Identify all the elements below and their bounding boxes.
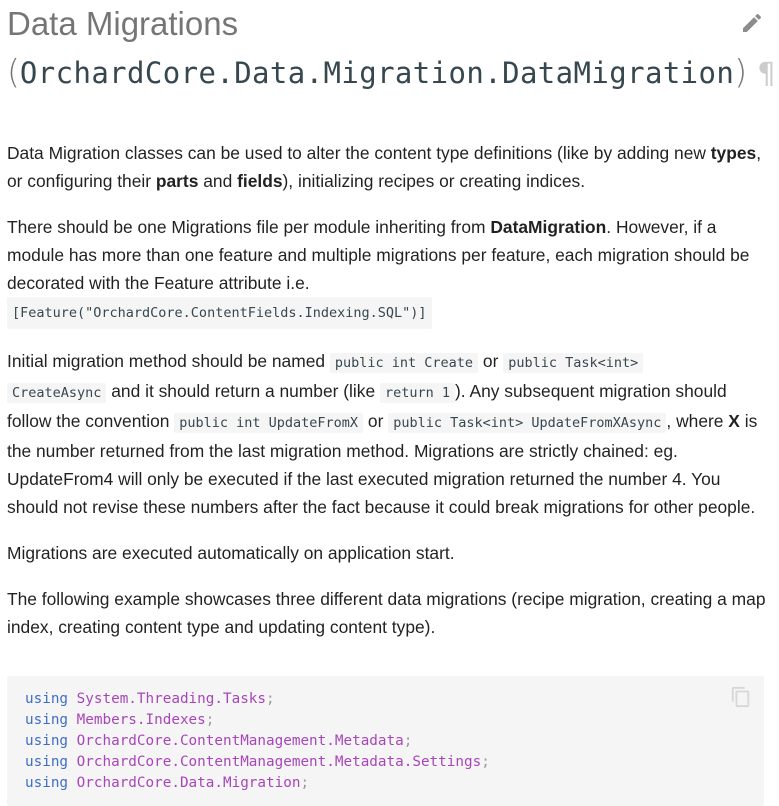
code-line <box>25 691 275 707</box>
code-namespace: OrchardCore.Data.Migration <box>76 775 301 791</box>
title-paren-close: ) <box>734 52 748 91</box>
text: , where <box>666 411 729 431</box>
code-keyword: using <box>25 775 69 791</box>
bold-text: fields <box>237 171 283 191</box>
text: , or configuring their <box>7 143 762 191</box>
page-title <box>7 0 776 96</box>
text: Initial migration method should be named <box>7 351 330 371</box>
page-title-subtitle <box>7 48 776 96</box>
title-code: OrchardCore.Data.Migration.DataMigration <box>19 56 735 90</box>
inline-code: CreateAsync <box>7 383 106 403</box>
code-line <box>25 733 412 749</box>
text: or <box>478 351 504 371</box>
title-paren-open: ( <box>7 52 20 91</box>
edit-icon[interactable] <box>740 11 764 35</box>
copy-icon[interactable] <box>730 686 752 708</box>
page-title-text: Data Migrations <box>7 5 239 42</box>
code-line <box>25 775 309 791</box>
code-keyword: using <box>25 712 69 728</box>
code-punct: ; <box>205 712 215 728</box>
text: and <box>198 171 238 191</box>
code-punct: ; <box>403 733 413 749</box>
code-namespace: Members.Indexes <box>76 712 206 728</box>
code-line <box>25 712 214 728</box>
paragraph-intro <box>7 139 767 195</box>
text: or <box>363 411 389 431</box>
text: . However, if a module has more than one feature and multiple migrations per feature, each migration should be decorated with the Feature attribute i.e. <box>7 217 750 293</box>
code-namespace: OrchardCore.ContentManagement.Metadata <box>76 733 404 749</box>
bold-text: parts <box>155 171 199 191</box>
paragraph-example-intro: The following example showcases three different data migrations (recipe migration, creating a map index, creating content type and updating content type). <box>7 589 766 637</box>
text: is the number returned from the last migration method. Migrations are strictly chained: eg. UpdateFrom4 will only be executed if the last executed migration returned the number 4. You should not revise these numbers after the fact because it could break migrations for other people. <box>7 411 758 517</box>
bold-text: X <box>728 411 740 431</box>
inline-code: public Task<int> <box>503 353 643 373</box>
inline-code: return 1 <box>380 383 455 403</box>
inline-code: public Task<int> UpdateFromXAsync <box>388 413 666 433</box>
code-namespace: OrchardCore.ContentManagement.Metadata.Settings <box>76 754 482 770</box>
article-content <box>7 0 776 641</box>
code-keyword: using <box>25 691 69 707</box>
text: Data Migration classes can be used to alter the content type definitions (like by adding new <box>7 143 711 163</box>
code-namespace: System.Threading.Tasks <box>76 691 267 707</box>
code-keyword: using <box>25 754 69 770</box>
code-keyword: using <box>25 733 69 749</box>
pilcrow-icon[interactable]: ¶ <box>757 56 776 90</box>
paragraph-migrations-file <box>7 213 767 329</box>
paragraph-migration-methods <box>7 347 767 521</box>
code-block <box>7 676 764 806</box>
bold-text: DataMigration <box>490 217 607 237</box>
code-punct: ; <box>300 775 310 791</box>
text: There should be one Migrations file per module inheriting from <box>7 217 491 237</box>
bold-text: types <box>710 143 757 163</box>
paragraph-auto-execute: Migrations are executed automatically on application start. <box>7 543 455 563</box>
code-punct: ; <box>266 691 275 707</box>
code-punct: ; <box>481 754 490 770</box>
inline-code: public int UpdateFromX <box>174 413 363 433</box>
code-content <box>7 676 764 794</box>
inline-code: public int Create <box>330 353 478 373</box>
code-line <box>25 754 490 770</box>
text: and it should return a number (like <box>106 381 380 401</box>
text: ), initializing recipes or creating indices. <box>282 171 586 191</box>
text: ). Any subsequent migration should follow the convention <box>7 381 727 431</box>
inline-code: [Feature("OrchardCore.ContentFields.Indexing.SQL")] <box>7 297 432 329</box>
